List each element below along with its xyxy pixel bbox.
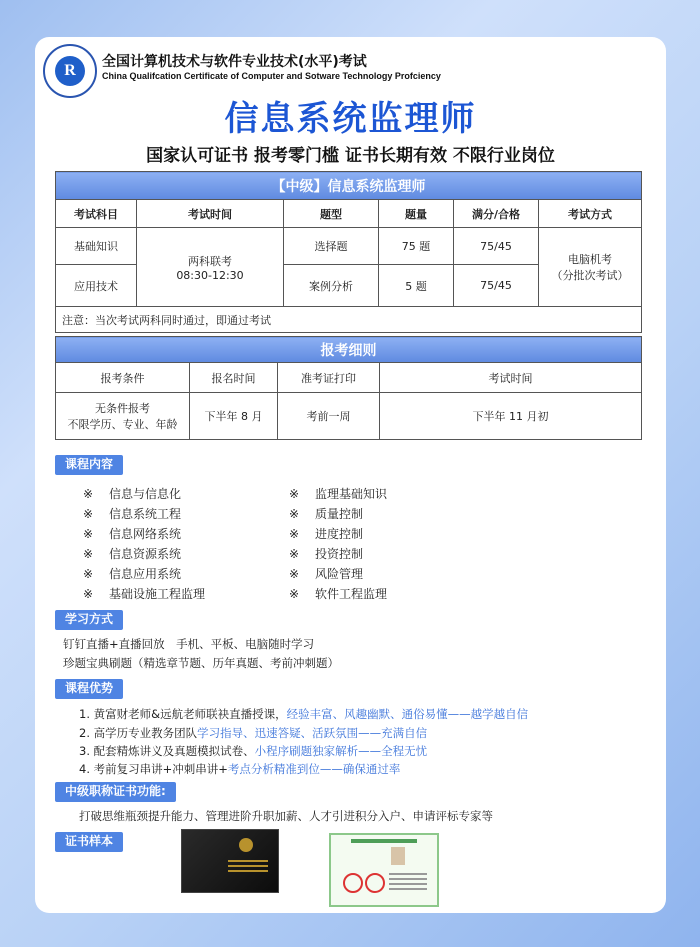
admit-cell: 考前一周 xyxy=(278,393,380,440)
function-section-tag: 中级职称证书功能: xyxy=(55,782,176,802)
count-cell: 5 题 xyxy=(379,265,454,307)
exam-logo-icon: R xyxy=(43,44,97,98)
type-cell: 案例分析 xyxy=(284,265,379,307)
advantage-item xyxy=(79,743,427,759)
advantage-section-tag: 课程优势 xyxy=(55,679,123,699)
exam-time-line2: 08:30-12:30 xyxy=(176,268,244,282)
exam-band: 【中级】信息系统监理师 xyxy=(56,172,642,200)
course-item-label: 信息与信息化 xyxy=(109,487,182,501)
bullet-mark: ※ xyxy=(289,567,300,581)
bullet-mark: ※ xyxy=(289,527,300,541)
exam-header: 题量 xyxy=(379,200,454,228)
bullet-mark: ※ xyxy=(289,507,300,521)
slogan: 国家认可证书 报考零门槛 证书长期有效 不限行业岗位 xyxy=(146,146,555,166)
page-title: 信息系统监理师 xyxy=(224,99,477,139)
reg-header: 准考证打印 xyxy=(278,363,380,393)
bullet-mark: ※ xyxy=(83,567,94,581)
course-item-left xyxy=(83,545,181,562)
bullet-mark: ※ xyxy=(289,587,300,601)
course-item-right xyxy=(289,585,387,602)
registration-table xyxy=(55,336,642,440)
score-cell: 75/45 xyxy=(454,228,539,265)
method-line1: 电脑机考 xyxy=(568,253,613,266)
bullet-mark: ※ xyxy=(289,547,300,561)
course-item-label: 基础设施工程监理 xyxy=(109,587,206,601)
advantage-item xyxy=(79,725,427,741)
course-item-label: 信息资源系统 xyxy=(109,547,182,561)
method-line2: （分批次考试） xyxy=(551,269,629,282)
condition-line1: 无条件报考 xyxy=(95,402,150,415)
advantage-highlight: 考点分析精准到位——确保通过率 xyxy=(227,762,401,776)
course-item-left xyxy=(83,485,181,502)
type-cell: 选择题 xyxy=(284,228,379,265)
advantage-highlight: 经验丰富、风趣幽默、通俗易懂——越学越自信 xyxy=(286,707,529,721)
course-item-label: 投资控制 xyxy=(315,547,364,561)
bullet-mark: ※ xyxy=(289,487,300,501)
course-item-label: 信息系统工程 xyxy=(109,507,182,521)
course-item-left xyxy=(83,565,181,582)
course-item-label: 风险管理 xyxy=(315,567,364,581)
brand-cn: 全国计算机技术与软件专业技术(水平)考试 xyxy=(102,54,367,70)
signup-cell: 下半年 8 月 xyxy=(190,393,278,440)
count-cell: 75 题 xyxy=(379,228,454,265)
exam-header: 题型 xyxy=(284,200,379,228)
bullet-mark: ※ xyxy=(83,487,94,501)
bullet-mark: ※ xyxy=(83,507,94,521)
course-item-label: 软件工程监理 xyxy=(315,587,388,601)
course-item-label: 质量控制 xyxy=(315,507,364,521)
course-item-right xyxy=(289,525,363,542)
reg-header: 报名时间 xyxy=(190,363,278,393)
course-item-label: 信息网络系统 xyxy=(109,527,182,541)
table-row xyxy=(56,393,642,440)
advantage-text: 1. 黄富财老师&远航老师联袂直播授课， xyxy=(79,707,287,721)
method-cell xyxy=(539,228,642,307)
advantage-text: 3. 配套精炼讲义及真题模拟试卷、 xyxy=(79,744,255,758)
bullet-mark: ※ xyxy=(83,547,94,561)
advantage-highlight: 小程序刷题独家解析——全程无忧 xyxy=(254,744,428,758)
bullet-mark: ※ xyxy=(83,527,94,541)
poster-card xyxy=(35,37,666,913)
exam-header: 考试科目 xyxy=(56,200,137,228)
course-item-label: 监理基础知识 xyxy=(315,487,388,501)
course-item-right xyxy=(289,565,363,582)
reg-header: 考试时间 xyxy=(380,363,642,393)
exam-header: 满分/合格 xyxy=(454,200,539,228)
exam-note: 注意：当次考试两科同时通过，即通过考试 xyxy=(56,307,642,333)
advantage-highlight: 学习指导、迅速答疑、活跃氛围——充满自信 xyxy=(197,726,428,740)
registration-band: 报考细则 xyxy=(56,337,642,363)
advantage-text: 4. 考前复习串讲+冲刺串讲+ xyxy=(79,762,228,776)
exam-table xyxy=(55,171,642,333)
exam-header: 考试时间 xyxy=(137,200,284,228)
exam-header: 考试方式 xyxy=(539,200,642,228)
condition-cell xyxy=(56,393,190,440)
exam-time-cell xyxy=(137,228,284,307)
reg-header: 报考条件 xyxy=(56,363,190,393)
course-section-tag: 课程内容 xyxy=(55,455,123,475)
bullet-mark: ※ xyxy=(83,587,94,601)
course-item-left xyxy=(83,525,181,542)
course-item-right xyxy=(289,545,363,562)
study-line: 珍题宝典刷题（精选章节题、历年真题、考前冲刺题） xyxy=(63,656,339,670)
advantage-item xyxy=(79,761,400,777)
study-section-tag: 学习方式 xyxy=(55,610,123,630)
function-text: 打破思维瓶颈提升能力、管理进阶升职加薪、人才引进积分入户、申请评标专家等 xyxy=(79,809,493,823)
advantage-item xyxy=(79,706,528,722)
study-line: 钉钉直播+直播回放 手机、平板、电脑随时学习 xyxy=(63,637,315,651)
course-item-right xyxy=(289,485,387,502)
sample-section-tag: 证书样本 xyxy=(55,832,123,852)
exam-time-cell: 下半年 11 月初 xyxy=(380,393,642,440)
subject-cell: 基础知识 xyxy=(56,228,137,265)
table-row xyxy=(56,228,642,265)
certificate-page-image xyxy=(329,833,439,907)
advantage-text: 2. 高学历专业教务团队 xyxy=(79,726,198,740)
exam-time-line1: 两科联考 xyxy=(188,254,232,268)
course-item-left xyxy=(83,505,181,522)
course-item-left xyxy=(83,585,205,602)
course-item-label: 信息应用系统 xyxy=(109,567,182,581)
subject-cell: 应用技术 xyxy=(56,265,137,307)
brand-en: China Qualifcation Certificate of Computer and Sotware Technology Profciency xyxy=(102,71,441,81)
condition-line2: 不限学历、专业、年龄 xyxy=(67,418,178,431)
course-item-right xyxy=(289,505,363,522)
score-cell: 75/45 xyxy=(454,265,539,307)
course-item-label: 进度控制 xyxy=(315,527,364,541)
certificate-cover-image xyxy=(181,829,279,893)
